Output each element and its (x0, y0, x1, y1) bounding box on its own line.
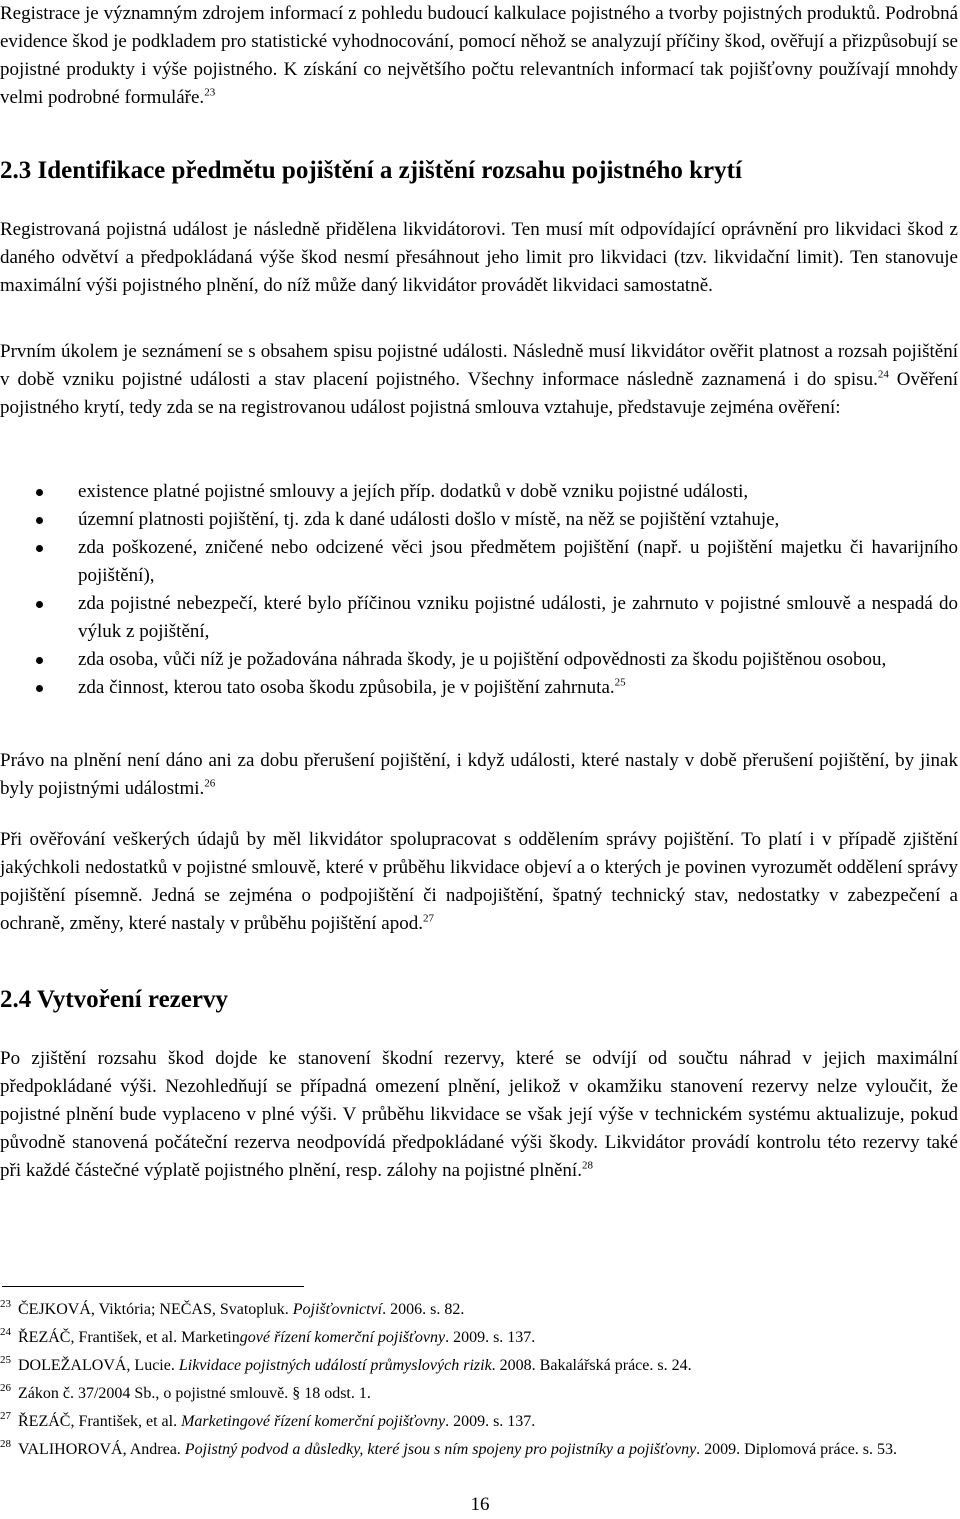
footnote-item: 23 ČEJKOVÁ, Viktória; NEČAS, Svatopluk. Pojišťovnictví. 2006. s. 82. (0, 1298, 465, 1318)
list-item: zda činnost, kterou tato osoba škodu způsobila, je v pojištění zahrnuta.$^{25}$ (0, 674, 958, 702)
bullet-icon (36, 601, 43, 608)
footnote-item: 24 ŘEZÁČ, František, et al. Marketingové řízení komerční pojišťovny. 2009. s. 137. (0, 1326, 536, 1346)
bullet-icon (36, 517, 43, 524)
section-heading-2-4: 2.4 Vytvoření rezervy (0, 986, 228, 1013)
footnote-ref-28[interactable]: 28 (581, 1159, 593, 1172)
list-item: existence platné pojistné smlouvy a jejích příp. dodatků v době vzniku pojistné události, (0, 478, 958, 506)
page-number: 16 (470, 1494, 490, 1515)
section-2-3-paragraph-2 (0, 338, 958, 422)
footnote-item: 26 Zákon č. 37/2004 Sb., o pojistné smlouvě. § 18 odst. 1. (0, 1382, 371, 1402)
section-2-3-paragraph-3: Právo na plnění není dáno ani za dobu přerušení pojištění, i když události, které nastaly v době přerušení pojištění, by jinak byly pojistnými událostmi.$^{26}$ (0, 750, 958, 799)
list-item: zda pojistné nebezpečí, které bylo příčinou vzniku pojistné události, je zahrnuto v pojistné smlouvě a nespadá do výluk z pojištění, (0, 590, 958, 646)
list-item: zda osoba, vůči níž je požadována náhrada škody, je u pojištění odpovědnosti za škodu pojištěnou osobou, (0, 646, 958, 674)
verification-list (0, 478, 958, 702)
footnote-item: 25 DOLEŽALOVÁ, Lucie. Likvidace pojistných událostí průmyslových rizik. 2008. Bakalářská práce. s. 24. (0, 1354, 692, 1374)
bullet-icon (36, 685, 43, 692)
list-item: zda poškozené, zničené nebo odcizené věci jsou předmětem pojištění (např. u pojištění majetku či havarijního pojištění), (0, 534, 958, 590)
footnote-ref-27[interactable]: 27 (422, 912, 434, 925)
bullet-icon (36, 489, 43, 496)
section-2-3-paragraph-1: Registrovaná pojistná událost je následně přidělena likvidátorovi. Ten musí mít odpovídající oprávnění pro likvidaci škod z daného odvětví a předpokládaná výše škod nesmí přesáhnout jeho limit pro likvidaci (tzv. likvidační limit). Ten stanovuje maximální výši pojistného plnění, do níž může daný likvidátor provádět likvidaci samostatně. (0, 219, 958, 296)
list-item: územní platnosti pojištění, tj. zda k dané události došlo v místě, na něž se pojištění vztahuje, (0, 506, 958, 534)
footnote-item: 28 VALIHOROVÁ, Andrea. Pojistný podvod a důsledky, které jsou s ním spojeny pro pojistníky a pojišťovny. 2009. Diplomová práce. s. 53. (0, 1438, 898, 1458)
footnote-ref-26[interactable]: 26 (204, 777, 216, 790)
p2-text-a: Prvním úkolem je seznámení se s obsahem spisu pojistné události. Následně musí likvidátor ověřit platnost a rozsah pojištění v době vzniku pojistné události a stav placení pojistného. Všechny informace následně zaznamená i do spisu. (0, 341, 958, 390)
footnote-ref-23[interactable]: 23 (204, 86, 216, 99)
footnotes (0, 1296, 958, 1464)
section-2-4-paragraph-1: Po zjištění rozsahu škod dojde ke stanovení škodní rezervy, které se odvíjí od součtu náhrad v jejich maximální předpokládané výši. Nezohledňují se případná omezení plnění, jelikož v okamžiku stanovení rezervy nelze vyloučit, že pojistné plnění bude vyplaceno v plné výši. V průběhu likvidace se však její výše v technickém systému aktualizuje, pokud původně stanovená počáteční rezerva neodpovídá předpokládané výši škody. Likvidátor provádí kontrolu této rezervy také při každé částečné výplatě pojistného plnění, resp. zálohy na pojistné plnění.$^{28}$ (0, 1048, 958, 1181)
section-heading-2-3: 2.3 Identifikace předmětu pojištění a zjištění rozsahu pojistného krytí (0, 157, 742, 184)
footnote-separator (2, 1286, 304, 1287)
section-2-3-paragraph-4: Při ověřování veškerých údajů by měl likvidátor spolupracovat s oddělením správy pojištění. To platí i v případě zjištění jakýchkoli nedostatků v pojistné smlouvě, které v průběhu likvidace objeví a o kterých je povinen vyrozumět oddělení správy pojištění písemně. Jedná se zejména o podpojištění či nadpojištění, špatný technický stav, nedostatky v zabezpečení a ochraně, změny, které nastaly v průběhu pojištění apod.$^{27}$ (0, 829, 958, 934)
intro-text: Registrace je významným zdrojem informací z pohledu budoucí kalkulace pojistného a tvorby pojistných produktů. Podrobná evidence škod je podkladem pro statistické vyhodnocování, pomocí něhož se analyzují příčiny škod, ověřují a přizpůsobují se pojistné produkty i výše pojistného. K získání co největšího počtu relevantních informací tak pojišťovny používají mnohdy velmi podrobné formuláře. (0, 3, 958, 108)
intro-paragraph (0, 0, 958, 112)
bullet-icon (36, 545, 43, 552)
bullet-icon (36, 657, 43, 664)
p2-text-b: Ověření pojistného krytí, tedy zda se na registrovanou událost pojistná smlouva vztahuje, představuje zejména ověření: (0, 369, 958, 418)
footnote-ref-25[interactable]: 25 (614, 676, 626, 689)
footnote-ref-24[interactable]: 24 (877, 368, 889, 381)
footnote-item: 27 ŘEZÁČ, František, et al. Marketingové řízení komerční pojišťovny. 2009. s. 137. (0, 1410, 536, 1430)
